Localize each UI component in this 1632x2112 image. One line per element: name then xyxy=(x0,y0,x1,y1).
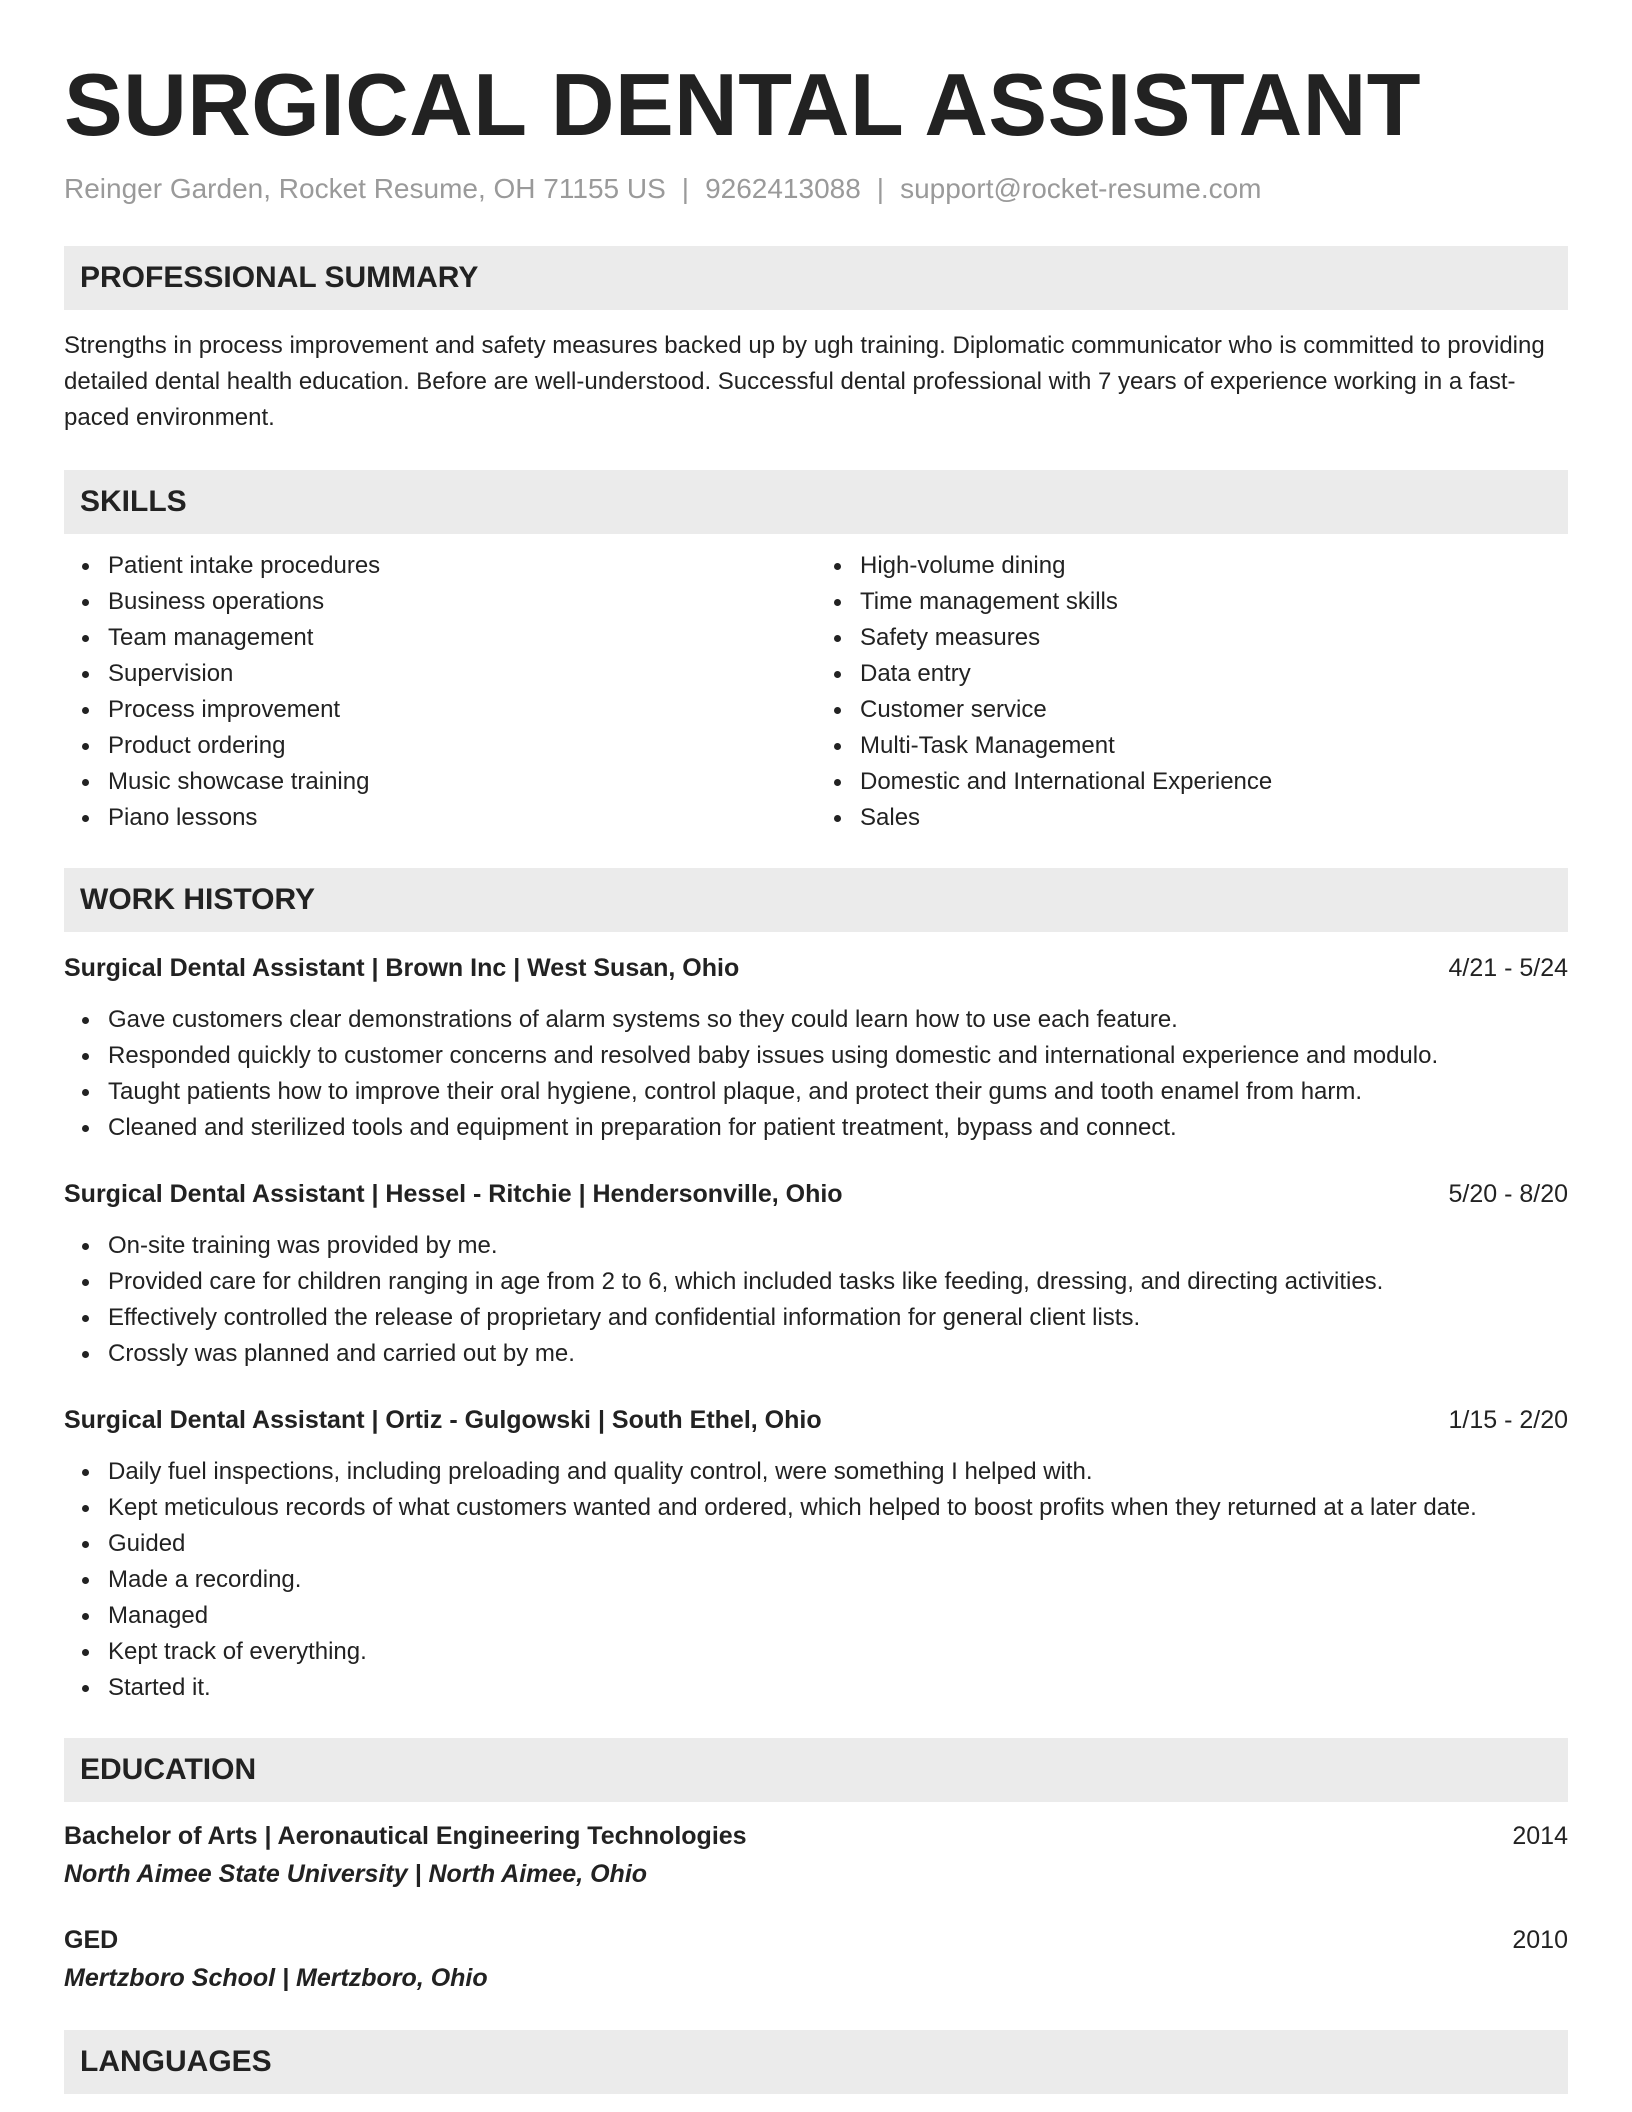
job-dates: 5/20 - 8/20 xyxy=(1448,1180,1568,1208)
job-bullet: Taught patients how to improve their oral hygiene, control plaque, and protect their gums and tooth enamel from harm. xyxy=(108,1074,1568,1110)
education-school: North Aimee State University | North Aimee, Ohio xyxy=(64,1860,648,1888)
contact-separator: | xyxy=(681,173,690,204)
contact-phone: 9262413088 xyxy=(705,173,861,204)
job-dates: 4/21 - 5/24 xyxy=(1448,954,1568,982)
job-bullet: Kept track of everything. xyxy=(108,1634,1568,1670)
education-school: Mertzboro School | Mertzboro, Ohio xyxy=(64,1964,488,1992)
job-bullets xyxy=(64,1454,1568,1706)
skill-item: Product ordering xyxy=(108,728,816,764)
job-bullet: Made a recording. xyxy=(108,1562,1568,1598)
education-year: 2010 xyxy=(1512,1926,1568,1954)
job-bullet: Provided care for children ranging in age from 2 to 6, which included tasks like feeding, dressing, and directing activities. xyxy=(108,1264,1568,1300)
summary-text: Strengths in process improvement and safety measures backed up by ugh training. Diplomatic communicator who is committed to providing detailed dental health education. Before are well-understood. Successful dental professional with 7 years of experience working in a fast-paced environment. xyxy=(64,332,1545,431)
job-entry xyxy=(64,1402,1568,1706)
skill-item: Patient intake procedures xyxy=(108,548,816,584)
skill-item: Data entry xyxy=(860,656,1568,692)
skills-list xyxy=(64,548,1568,836)
section-header-work-history: WORK HISTORY xyxy=(64,868,1568,932)
job-header xyxy=(64,950,1568,986)
skill-item: Multi-Task Management xyxy=(860,728,1568,764)
contact-address: Reinger Garden, Rocket Resume, OH 71155 US xyxy=(64,173,666,204)
section-header-professional-summary: PROFESSIONAL SUMMARY xyxy=(64,246,1568,310)
skill-item: Supervision xyxy=(108,656,816,692)
skill-item: Sales xyxy=(860,800,1568,836)
job-header xyxy=(64,1402,1568,1438)
section-header-languages: LANGUAGES xyxy=(64,2030,1568,2094)
education-degree: Bachelor of Arts | Aeronautical Engineering Technologies xyxy=(64,1822,747,1850)
contact-line xyxy=(64,171,1568,207)
job-bullet: Crossly was planned and carried out by me. xyxy=(108,1336,1568,1372)
job-bullet: Daily fuel inspections, including preloading and quality control, were something I helped with. xyxy=(108,1454,1568,1490)
job-bullet: On-site training was provided by me. xyxy=(108,1228,1568,1264)
skill-item: Domestic and International Experience xyxy=(860,764,1568,800)
resume-name: SURGICAL DENTAL ASSISTANT xyxy=(64,55,1421,154)
skill-item: Business operations xyxy=(108,584,816,620)
skill-item: Safety measures xyxy=(860,620,1568,656)
job-bullet: Kept meticulous records of what customers wanted and ordered, which helped to boost profits when they returned at a later date. xyxy=(108,1490,1568,1526)
job-title: Surgical Dental Assistant | Ortiz - Gulgowski | South Ethel, Ohio xyxy=(64,1406,822,1434)
contact-separator: | xyxy=(876,173,885,204)
job-dates: 1/15 - 2/20 xyxy=(1448,1406,1568,1434)
skill-item: Team management xyxy=(108,620,816,656)
education-entry xyxy=(64,1922,1568,1998)
job-title: Surgical Dental Assistant | Hessel - Ritchie | Hendersonville, Ohio xyxy=(64,1180,843,1208)
skill-item: Time management skills xyxy=(860,584,1568,620)
job-entry xyxy=(64,950,1568,1146)
skill-item: High-volume dining xyxy=(860,548,1568,584)
section-header-education: EDUCATION xyxy=(64,1738,1568,1802)
contact-email: support@rocket-resume.com xyxy=(900,173,1262,204)
job-bullet: Cleaned and sterilized tools and equipment in preparation for patient treatment, bypass and connect. xyxy=(108,1110,1568,1146)
job-entry xyxy=(64,1176,1568,1372)
section-header-skills: SKILLS xyxy=(64,470,1568,534)
job-title: Surgical Dental Assistant | Brown Inc | West Susan, Ohio xyxy=(64,954,740,982)
job-bullets xyxy=(64,1002,1568,1146)
education-entry xyxy=(64,1818,1568,1894)
education-header xyxy=(64,1818,1568,1854)
skill-item: Process improvement xyxy=(108,692,816,728)
job-bullets xyxy=(64,1228,1568,1372)
job-bullet: Responded quickly to customer concerns and resolved baby issues using domestic and international experience and modulo. xyxy=(108,1038,1568,1074)
skills-column-right xyxy=(816,548,1568,836)
skills-column-left xyxy=(64,548,816,836)
skill-item: Music showcase training xyxy=(108,764,816,800)
skill-item: Customer service xyxy=(860,692,1568,728)
education-degree: GED xyxy=(64,1926,119,1954)
job-bullet: Gave customers clear demonstrations of alarm systems so they could learn how to use each feature. xyxy=(108,1002,1568,1038)
job-bullet: Guided xyxy=(108,1526,1568,1562)
education-year: 2014 xyxy=(1512,1822,1568,1850)
job-bullet: Started it. xyxy=(108,1670,1568,1706)
job-bullet: Managed xyxy=(108,1598,1568,1634)
job-header xyxy=(64,1176,1568,1212)
skill-item: Piano lessons xyxy=(108,800,816,836)
job-bullet: Effectively controlled the release of proprietary and confidential information for general client lists. xyxy=(108,1300,1568,1336)
education-header xyxy=(64,1922,1568,1958)
